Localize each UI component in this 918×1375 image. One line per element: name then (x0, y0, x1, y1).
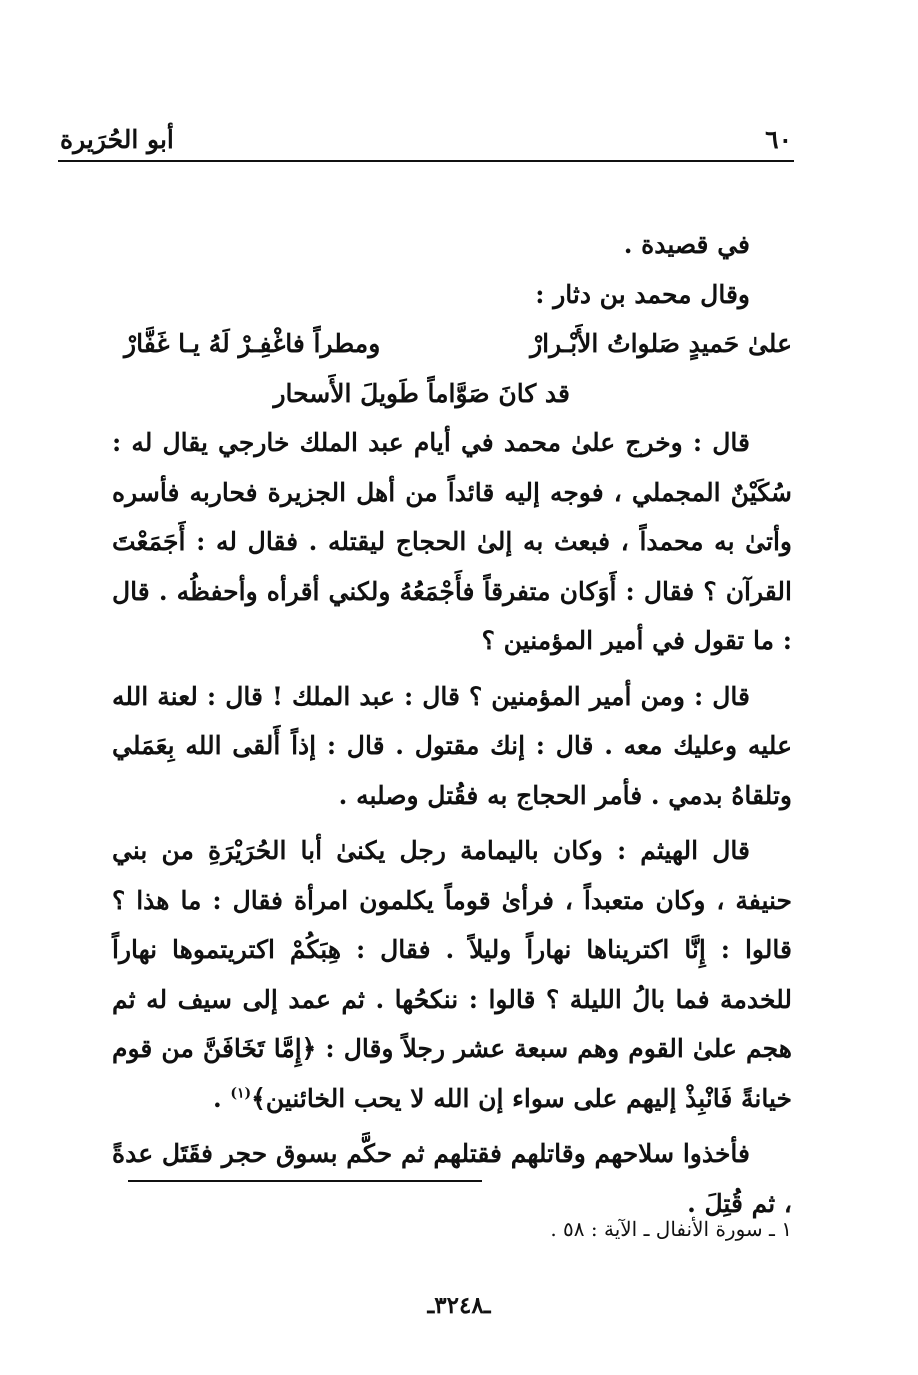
paragraph: قال : وخرج علىٰ محمد في أيام عبد الملك خارجي يقال له : سُكَيْنٌ المجملي ، فوجه إليه قائداً من أهل الجزيرة فحاربه فأسره وأتىٰ به محمداً ، فبعث به إلىٰ الحجاج ليقتله . فقال له : أَجَمَعْتَ القرآن ؟ فقال : أَوَكان متفرقاً فأَجْمَعُهُ ولكني أقرأه وأحفظُه . قال : ما تقول في أمير المؤمنين ؟ (112, 428, 793, 655)
paragraph: في قصيدة . (623, 230, 750, 259)
main-text (112, 220, 792, 1228)
hemistich-first: علىٰ حَميدٍ صَلواتُ الأَبْـرارْ (530, 329, 792, 358)
footnote-reference: (١) (230, 1085, 252, 1102)
paragraph (112, 826, 792, 1123)
paragraph-text: قال الهيثم : وكان باليمامة رجل يكنىٰ أبا الحُرَيْرَةِ من بني حنيفة ، وكان متعبداً ، فرأىٰ قوماً يكلمون امرأة فقال : ما هذا ؟ قالوا : إِنَّا اكتريناها نهاراً وليلاً . فقال : هِبَكُمْ اكتريتموها نهاراً للخدمة فما بالُ الليلة ؟ قالوا : ننكحُها . ثم عمد إلى سيف له ثم هجم علىٰ القوم وهم سبعة عشر رجلاً وقال : ﴿إِمَّا تَخَافَنَّ من قوم خيانةً فَانْبِذْ إليهم على سواء إن الله لا يحب الخائنين﴾ (112, 836, 792, 1113)
poem-verse (112, 369, 792, 419)
header-rule (58, 160, 794, 162)
hemistich-single: قد كانَ صَوَّاماً طَويلَ الأَسحار (273, 378, 570, 408)
header-page-number: ٦٠ (765, 125, 792, 154)
footnote-rule (128, 1180, 482, 1182)
page-number: ـ٣٢٤٨ـ (427, 1292, 491, 1319)
paragraph-end: . (212, 1083, 231, 1113)
footnote: ١ ـ سورة الأنفال ـ الآية : ٥٨ . (550, 1217, 792, 1241)
poem (112, 319, 792, 418)
running-title: أبو الحُرَيرة (60, 125, 174, 154)
poem-verse (112, 319, 792, 369)
paragraph: فأخذوا سلاحهم وقاتلهم فقتلهم ثم حكَّم بسوق حجر فقَتَل عدةً ، ثم قُتِلَ . (112, 1139, 792, 1218)
running-head (60, 112, 792, 152)
paragraph: قال : ومن أمير المؤمنين ؟ قال : عبد الملك ! قال : لعنة الله عليه وعليك معه . قال : إنك مقتول . قال : إذاً أَلقى الله بِعَمَلي وتلقاهُ بدمي . فأمر الحجاج به فقُتل وصلبه . (112, 681, 792, 810)
hemistich-second: ومطراً فاغْفِـرْ لَهُ يـا غَفَّارْ (124, 329, 381, 358)
paragraph: وقال محمد بن دثار : (535, 279, 750, 309)
